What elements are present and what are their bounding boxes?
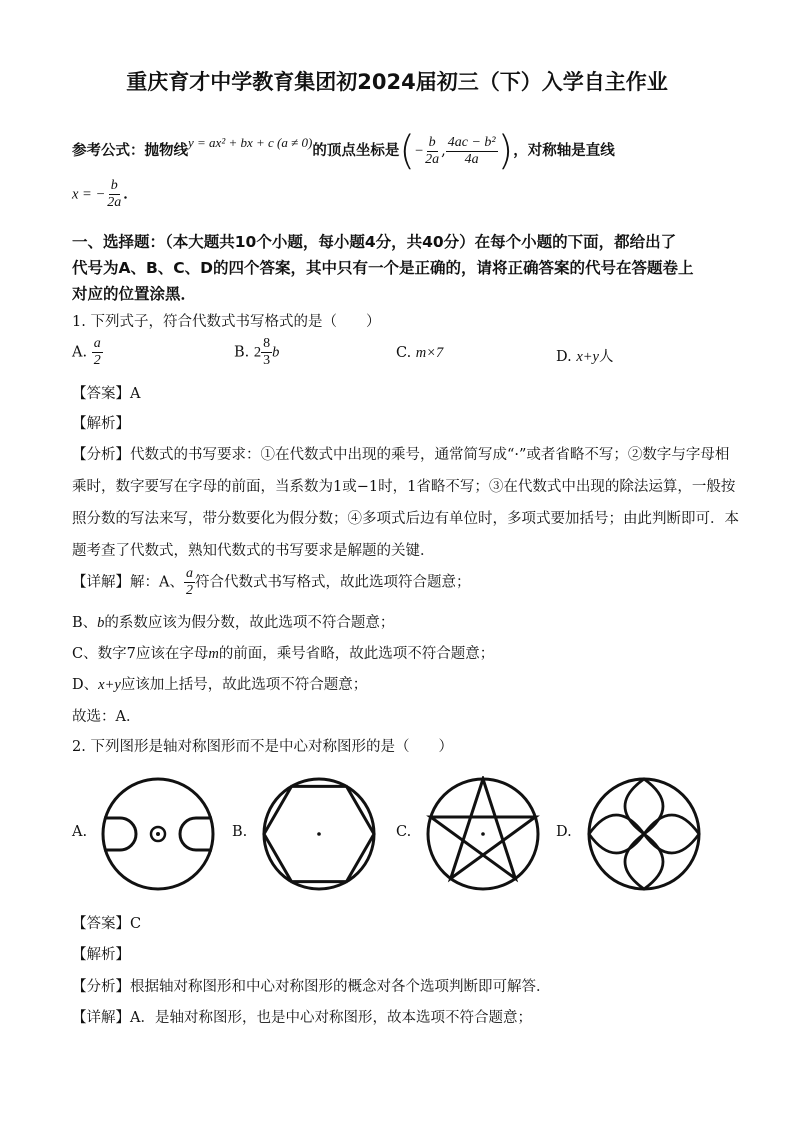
q1-fenxi-tag: 【分析】 [72, 447, 130, 463]
q1-option-b-whole: 2 [253, 344, 262, 361]
formula-line: 参考公式：抛物线y = ax² + bx + c (a ≠ 0)的顶点坐标是(− $\frac{b}{2a}$ , $\frac{\text{4ac − b²}}{4a}$ )，对称轴是直线 [72, 128, 615, 174]
q1-xj-b-post: 的系数应该为假分数，故此选项不符合题意； [104, 615, 395, 631]
q2-xiangjie-line [72, 1006, 532, 1027]
q1-fenxi-l1: 代数式的书写要求：①在代数式中出现的乘号，通常简写成“·”或者省略不写；②数字与字母相 [130, 447, 730, 463]
q2-analysis-tag: 【解析】 [72, 947, 130, 963]
q1-option-c [396, 345, 443, 362]
vertex-y-fraction [446, 135, 498, 168]
vertex-x-den: 2a [425, 151, 440, 167]
q1-option-b-den: 3 [263, 353, 271, 368]
section1-line3: 对应的位置涂黑． [72, 285, 197, 303]
axis-den: 2a [107, 195, 122, 210]
q1-xiangjie-end: 故选：A． [72, 709, 141, 725]
q1-xiangjie-b [72, 611, 394, 632]
q1-option-a-fraction [92, 336, 103, 369]
q1-xj-a-pre: 解：A、 [130, 574, 184, 591]
q2-xiangjie: A．是轴对称图形，也是中心对称图形，故本选项不符合题意； [130, 1010, 532, 1026]
q1-option-b [234, 336, 279, 369]
q1-xj-a-fraction [184, 566, 195, 599]
q1-option-a [72, 336, 103, 369]
q1-xj-a-post: 符合代数式书写格式，故此选项符合题意； [194, 574, 471, 591]
q1-option-c-label: C. [396, 345, 412, 361]
q1-fenxi-line2: 乘时，数字要写在字母的前面，当系数为1或−1时，1省略不写；③在代数式中出现的除法运算，一般按 [72, 479, 736, 495]
section1-line2: 代号为A、B、C、D的四个答案，其中只有一个是正确的，请将正确答案的代号在答题卷上 [72, 259, 694, 277]
formula-equation: y = ax² + bx + c (a ≠ 0) [188, 135, 313, 150]
q1-option-b-fraction [261, 336, 272, 369]
q1-xiangjie-tag: 【详解】 [72, 574, 130, 591]
q1-option-c-expr: m×7 [415, 345, 444, 361]
q1-stem: 1. 下列式子，符合代数式书写格式的是（ ） [72, 314, 381, 330]
q1-option-d-expr: x+y [576, 349, 599, 365]
vertex-x-fraction [423, 135, 441, 168]
q2-label-b: B. [232, 824, 248, 840]
q1-option-d-label: D. [556, 349, 572, 365]
q1-xj-c-pre: C、数字7应该在字母 [72, 646, 209, 662]
q2-fenxi-tag: 【分析】 [72, 979, 130, 995]
q2-label-c: C. [396, 824, 412, 840]
q1-xj-c-post: 的前面，乘号省略，故此选项不符合题意； [218, 646, 495, 662]
axis-end: ． [123, 186, 138, 203]
q2-answer-line [72, 912, 141, 933]
q1-fenxi-line1 [72, 443, 729, 464]
q2-figure-b [261, 776, 377, 892]
q1-xj-d-var: x+y [98, 677, 121, 693]
q1-xj-a-num: a [185, 566, 193, 581]
q2-figure-a [100, 776, 216, 892]
axis-line [72, 178, 138, 211]
axis-lhs: x = − [72, 186, 106, 203]
q1-option-b-label: B. [234, 344, 250, 361]
q1-option-d [556, 345, 613, 366]
q1-answer-tag: 【答案】 [72, 386, 130, 402]
q1-option-a-label: A. [72, 344, 88, 361]
q1-fenxi-line4: 题考查了代数式，熟知代数式的书写要求是解题的关键． [72, 543, 435, 559]
q1-xj-d-post: 应该加上括号，故此选项不符合题意； [120, 677, 368, 693]
q2-answer: C [130, 916, 142, 932]
q2-answer-tag: 【答案】 [72, 916, 130, 932]
page-title: 重庆育才中学教育集团初2024届初三（下）入学自主作业 [126, 70, 668, 94]
q1-option-d-unit: 人 [598, 349, 614, 365]
q1-xj-b-pre: B、 [72, 615, 98, 631]
q1-option-a-den: 2 [93, 353, 101, 368]
q1-analysis-tag: 【解析】 [72, 416, 130, 432]
q2-fenxi: 根据轴对称图形和中心对称图形的概念对各个选项判断即可解答． [130, 979, 551, 995]
axis-fraction [105, 178, 123, 211]
q1-xiangjie-c [72, 642, 494, 663]
q1-xj-a-den: 2 [185, 583, 193, 598]
q1-xiangjie-d [72, 673, 367, 694]
q1-fenxi-line3: 照分数的写法来写，带分数要化为假分数；④多项式后边有单位时，多项式要加括号；由此判断即可．本 [72, 511, 739, 527]
vertex-y-den: 4a [464, 151, 479, 167]
q2-stem: 2. 下列图形是轴对称图形而不是中心对称图形的是（ ） [72, 739, 453, 755]
q1-option-a-num: a [93, 336, 101, 351]
formula-end-text: ，对称轴是直线 [513, 143, 615, 159]
axis-num: b [110, 178, 118, 193]
q1-xj-c-var: m [208, 646, 219, 662]
q2-fenxi-line [72, 975, 551, 996]
q1-option-b-num: 8 [263, 336, 271, 351]
q1-xiangjie-a [72, 566, 470, 599]
q2-xiangjie-tag: 【详解】 [72, 1010, 130, 1026]
q2-label-d: D. [556, 824, 572, 840]
q1-answer-line [72, 382, 140, 403]
close-paren: ) [497, 128, 514, 174]
vertex-x-num: b [428, 134, 436, 150]
q1-answer: A [130, 386, 141, 402]
formula-label: 参考公式：抛物线 [72, 143, 188, 159]
formula-mid-text: 的顶点坐标是 [312, 143, 400, 159]
section1-line1: 一、选择题：（本大题共10个小题，每小题4分，共40分）在每个小题的下面，都给出了 [72, 233, 677, 251]
q2-figure-d [586, 776, 702, 892]
open-paren: ( [399, 128, 415, 174]
q1-option-b-var: b [272, 344, 280, 361]
q1-xj-d-pre: D、 [72, 677, 99, 693]
vertex-y-num: 4ac − b² [447, 134, 496, 150]
q1-xj-b-var: b [97, 615, 105, 631]
q2-label-a: A. [72, 824, 88, 840]
q2-figure-c [425, 776, 541, 892]
